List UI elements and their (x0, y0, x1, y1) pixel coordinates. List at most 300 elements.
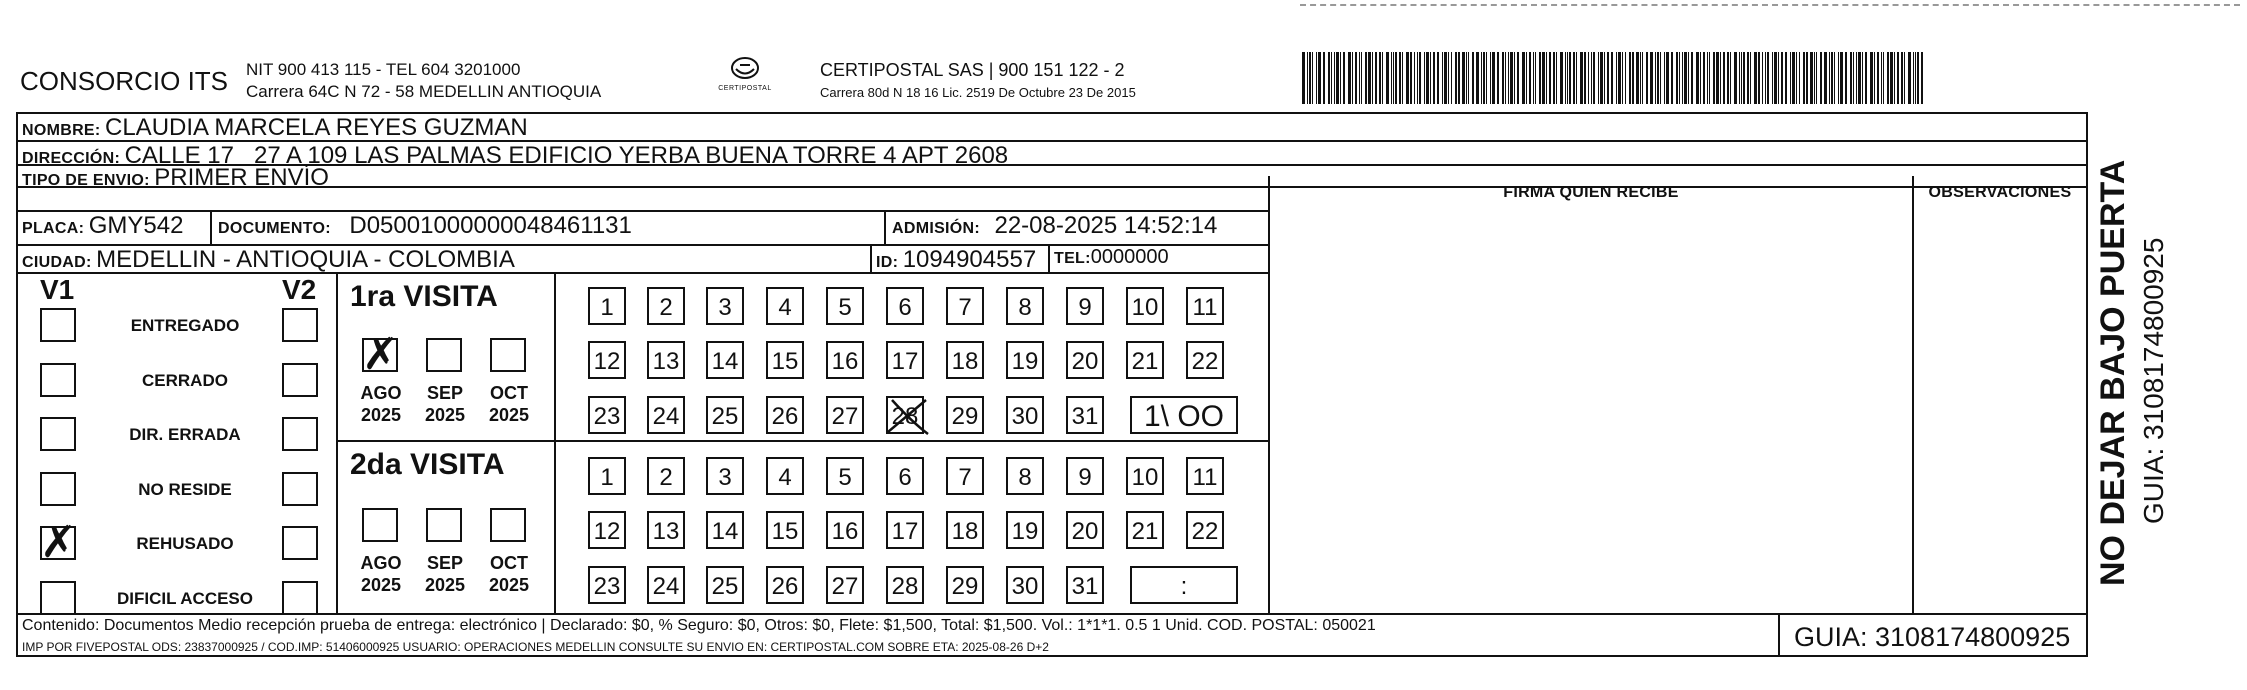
barcode-bar (1492, 52, 1495, 104)
status-v2-checkbox[interactable] (282, 581, 318, 615)
day-box[interactable]: 27 (826, 566, 864, 604)
barcode-bar (1870, 52, 1873, 104)
status-v1-checkbox[interactable] (40, 581, 76, 615)
barcode-bar (1481, 52, 1482, 104)
month-name: OCT (490, 553, 528, 573)
barcode-bar (1716, 52, 1719, 104)
barcode-bar (1754, 52, 1757, 104)
ciudad-value: MEDELLIN - ANTIOQUIA - COLOMBIA (96, 246, 515, 273)
tel-value: 0000000 (1090, 246, 1169, 268)
barcode-bar (1743, 52, 1745, 104)
day-box[interactable]: 11 (1186, 287, 1224, 325)
barcode-bar (1318, 52, 1321, 104)
month-label (480, 552, 538, 596)
barcode-bar (1316, 52, 1317, 104)
day-box[interactable]: 27 (826, 396, 864, 434)
barcode-bar (1560, 52, 1563, 104)
month-checkbox[interactable] (426, 508, 462, 542)
tipo-label: TIPO DE ENVIO: (22, 172, 150, 189)
day-box[interactable]: 23 (588, 566, 626, 604)
barcode-bar (1569, 52, 1571, 104)
month-label (416, 552, 474, 596)
barcode-bar (1897, 52, 1899, 104)
day-box[interactable]: 14 (706, 511, 744, 549)
barcode-bar (1908, 52, 1911, 104)
status-label: CERRADO (142, 371, 228, 390)
col-line (336, 272, 338, 613)
barcode-bar (1535, 52, 1536, 104)
barcode-bar (1410, 52, 1412, 104)
barcode-bar (1767, 52, 1769, 104)
barcode-bar (1576, 52, 1577, 104)
month-name: SEP (426, 553, 464, 573)
day-box[interactable]: 30 (1006, 566, 1044, 604)
barcode-bar (1490, 52, 1491, 104)
day-box[interactable]: 5 (826, 457, 864, 495)
col-line (554, 272, 556, 613)
scribble-mark-icon (882, 392, 932, 438)
side-guia: GUIA: 3108174800925 (2138, 237, 2169, 524)
footer-contenido: Contenido: Documentos Medio recepción prueba de entrega: electrónico | Declarado: $0, % Seguro: $0, Otros: $0, Flete: $1,500, Total: $1,500. Vol.: 1*1*1. 0.5 1 Unid. COD. POSTAL: 050021 (22, 617, 1376, 634)
barcode-bar (1348, 52, 1351, 104)
day-box[interactable]: 7 (946, 457, 984, 495)
day-box[interactable]: 1 (588, 457, 626, 495)
barcode-bar (1696, 52, 1699, 104)
tel-row (1054, 246, 1169, 269)
barcode-bar (1533, 52, 1534, 104)
barcode-bar (1307, 52, 1308, 104)
barcode-bar (1517, 52, 1519, 104)
barcode-bar (1796, 52, 1797, 104)
carrier-address: Carrera 80d N 18 16 Lic. 2519 De Octubre 23 De 2015 (820, 85, 1136, 100)
barcode-bar (1542, 52, 1545, 104)
barcode-bar (1616, 52, 1617, 104)
day-box[interactable]: 8 (1006, 287, 1044, 325)
barcode-bar (1640, 52, 1641, 104)
barcode (1302, 52, 1934, 104)
day-box[interactable]: 14 (706, 341, 744, 379)
barcode-bar (1723, 52, 1725, 104)
barcode-bar (1402, 52, 1403, 104)
company-address: Carrera 64C N 72 - 58 MEDELLIN ANTIOQUIA (246, 82, 602, 101)
day-box[interactable]: 28 (886, 566, 924, 604)
barcode-bar (1765, 52, 1766, 104)
barcode-bar (1810, 52, 1813, 104)
barcode-bar (1312, 52, 1313, 104)
barcode-bar (1611, 52, 1613, 104)
observaciones-header: OBSERVACIONES (1928, 184, 2072, 201)
day-box[interactable]: 7 (946, 287, 984, 325)
status-v2-checkbox[interactable] (282, 308, 318, 342)
barcode-bar (1553, 52, 1555, 104)
barcode-bar (1707, 52, 1708, 104)
day-box[interactable]: 18 (946, 341, 984, 379)
barcode-bar (1660, 52, 1661, 104)
barcode-bar (1700, 52, 1701, 104)
barcode-bar (1664, 52, 1665, 104)
status-label: DIR. ERRADA (129, 425, 241, 444)
day-box[interactable]: 15 (766, 341, 804, 379)
day-box[interactable]: 17 (886, 341, 924, 379)
barcode-bar (1831, 52, 1833, 104)
company-nit: NIT 900 413 115 - TEL 604 3201000 (246, 60, 521, 79)
barcode-bar (1785, 52, 1787, 104)
barcode-bar (1604, 52, 1605, 104)
day-box[interactable]: 29 (946, 566, 984, 604)
day-box[interactable]: 2 (647, 457, 685, 495)
firma-header: FIRMA QUIEN RECIBE (1503, 184, 1679, 201)
status-v2-checkbox[interactable] (282, 472, 318, 506)
day-box[interactable]: 19 (1006, 511, 1044, 549)
barcode-bar (1874, 52, 1875, 104)
barcode-bar (1894, 52, 1895, 104)
barcode-bar (1529, 52, 1531, 104)
documento-row (218, 212, 632, 240)
barcode-bar (1739, 52, 1740, 104)
barcode-bar (1355, 52, 1357, 104)
day-box[interactable]: 4 (766, 287, 804, 325)
barcode-bar (1437, 52, 1439, 104)
barcode-bar (1840, 52, 1843, 104)
barcode-bar (1901, 52, 1903, 104)
barcode-bar (1600, 52, 1603, 104)
tipo-value: PRIMER ENVÍO (154, 164, 329, 191)
barcode-bar (1340, 52, 1341, 104)
day-box[interactable]: 25 (706, 396, 744, 434)
barcode-bar (1486, 52, 1487, 104)
month-name: AGO (360, 383, 402, 403)
day-box[interactable]: 4 (766, 457, 804, 495)
day-box[interactable]: 5 (826, 287, 864, 325)
barcode-bar (1514, 52, 1515, 104)
direccion-label: DIRECCIÓN: (22, 150, 121, 167)
barcode-bar (1417, 52, 1418, 104)
barcode-bar (1858, 52, 1861, 104)
barcode-bar (1792, 52, 1795, 104)
barcode-bar (1352, 52, 1353, 104)
barcode-bar (1838, 52, 1839, 104)
day-box[interactable]: 10 (1126, 287, 1164, 325)
barcode-bar (1323, 52, 1325, 104)
barcode-bar (1632, 52, 1634, 104)
col-line (870, 244, 872, 272)
barcode-bar (1862, 52, 1863, 104)
barcode-bar (1679, 52, 1680, 104)
barcode-bar (1359, 52, 1360, 104)
barcode-bar (1691, 52, 1693, 104)
barcode-bar (1505, 52, 1506, 104)
barcode-bar (1676, 52, 1678, 104)
day-box[interactable]: 13 (647, 341, 685, 379)
barcode-bar (1497, 52, 1499, 104)
status-label: NO RESIDE (138, 480, 232, 499)
barcode-bar (1790, 52, 1791, 104)
barcode-bar (1881, 52, 1882, 104)
side-warning: NO DEJAR BAJO PUERTA (2094, 159, 2132, 586)
barcode-bar (1820, 52, 1822, 104)
tipo-row (22, 164, 329, 192)
barcode-bar (1781, 52, 1783, 104)
day-box[interactable]: 8 (1006, 457, 1044, 495)
month-label (480, 382, 538, 426)
barcode-bar (1406, 52, 1409, 104)
month-label (352, 552, 410, 596)
month-year: 2025 (360, 405, 402, 425)
logo-text: CERTIPOSTAL (718, 85, 772, 92)
barcode-bar (1556, 52, 1557, 104)
barcode-bar (1451, 52, 1452, 104)
day-box[interactable]: 22 (1186, 511, 1224, 549)
barcode-bar (1588, 52, 1589, 104)
barcode-bar (1591, 52, 1592, 104)
row-line (336, 440, 1270, 442)
status-v2-checkbox[interactable] (282, 363, 318, 397)
footer-imp: IMP POR FIVEPOSTAL ODS: 23837000925 / COD.IMP: 51406000925 USUARIO: OPERACIONES MEDELLIN CONSULTE SU ENVIO EN: CERTIPOSTAL.COM SOBRE ETA: 2025-08-26 D+2 (22, 640, 1049, 654)
month-checkbox[interactable] (490, 338, 526, 372)
barcode-bar (1395, 52, 1397, 104)
barcode-bar (1845, 52, 1847, 104)
day-box[interactable]: 3 (706, 457, 744, 495)
day-box[interactable]: 3 (706, 287, 744, 325)
status-label: REHUSADO (136, 534, 234, 553)
check-mark-icon: ✗ (40, 517, 77, 568)
month-checkbox[interactable] (426, 338, 462, 372)
barcode-bar (1799, 52, 1800, 104)
day-box[interactable]: 19 (1006, 341, 1044, 379)
day-box[interactable]: 11 (1186, 457, 1224, 495)
barcode-bar (1426, 52, 1429, 104)
barcode-bar (1865, 52, 1867, 104)
day-box[interactable]: 20 (1066, 341, 1104, 379)
day-box[interactable]: 6 (886, 457, 924, 495)
barcode-bar (1904, 52, 1905, 104)
direccion-value: CALLE 17 27 A 109 LAS PALMAS EDIFICIO YERBA BUENA TORRE 4 APT 2608 (124, 142, 1009, 169)
barcode-bar (1829, 52, 1830, 104)
barcode-bar (1444, 52, 1447, 104)
nombre-row (22, 114, 528, 142)
carrier-name: CERTIPOSTAL SAS | 900 151 122 - 2 (820, 60, 1125, 80)
barcode-bar (1758, 52, 1760, 104)
barcode-bar (1688, 52, 1689, 104)
day-box[interactable]: 12 (588, 511, 626, 549)
barcode-bar (1361, 52, 1362, 104)
day-box[interactable]: 18 (946, 511, 984, 549)
month-year: 2025 (424, 575, 466, 595)
day-box[interactable]: 12 (588, 341, 626, 379)
month-checkbox[interactable] (490, 508, 526, 542)
day-box[interactable]: 21 (1126, 511, 1164, 549)
barcode-bar (1642, 52, 1643, 104)
barcode-bar (1510, 52, 1513, 104)
col-line (1912, 176, 1914, 615)
barcode-bar (1915, 52, 1916, 104)
barcode-bar (1424, 52, 1425, 104)
day-box[interactable]: 26 (766, 396, 804, 434)
day-box[interactable]: 17 (886, 511, 924, 549)
barcode-bar (1772, 52, 1773, 104)
status-v1-checkbox[interactable] (40, 417, 76, 451)
day-box[interactable]: 6 (886, 287, 924, 325)
month-year: 2025 (360, 575, 402, 595)
month-year: 2025 (424, 405, 466, 425)
nombre-label: NOMBRE: (22, 122, 101, 139)
month-year: 2025 (488, 575, 530, 595)
second-visit-title: 2da VISITA (350, 448, 505, 481)
barcode-bar (1657, 52, 1659, 104)
time-placeholder: : (1180, 573, 1188, 600)
ciudad-label: CIUDAD: (22, 254, 92, 271)
day-box[interactable]: 24 (647, 396, 685, 434)
status-label: DIFICIL ACCESO (116, 589, 253, 608)
barcode-bar (1573, 52, 1575, 104)
barcode-bar (1391, 52, 1392, 104)
barcode-bar (1850, 52, 1852, 104)
barcode-bar (1334, 52, 1335, 104)
day-box[interactable]: 10 (1126, 457, 1164, 495)
time-box[interactable] (1130, 566, 1238, 604)
barcode-bar (1375, 52, 1377, 104)
day-box[interactable]: 22 (1186, 341, 1224, 379)
day-box[interactable]: 28 (886, 396, 924, 434)
barcode-bar (1607, 52, 1609, 104)
barcode-bar (1917, 52, 1919, 104)
barcode-bar (1734, 52, 1737, 104)
barcode-bar (1565, 52, 1566, 104)
barcode-bar (1466, 52, 1467, 104)
month-year: 2025 (488, 405, 530, 425)
col-line (884, 210, 886, 244)
status-v1-checkbox[interactable] (40, 472, 76, 506)
barcode-bar (1703, 52, 1705, 104)
month-label (352, 382, 410, 426)
day-box[interactable]: 9 (1066, 287, 1104, 325)
barcode-bar (1727, 52, 1729, 104)
barcode-bar (1684, 52, 1687, 104)
col-line (210, 210, 212, 244)
barcode-bar (1655, 52, 1656, 104)
barcode-bar (1476, 52, 1479, 104)
certipostal-logo (700, 56, 790, 100)
barcode-bar (1309, 52, 1311, 104)
barcode-bar (1887, 52, 1889, 104)
barcode-bar (1455, 52, 1457, 104)
barcode-bar (1682, 52, 1683, 104)
admision-row (892, 212, 1217, 240)
barcode-bar (1539, 52, 1541, 104)
company-name: CONSORCIO ITS (20, 66, 229, 96)
barcode-bar (1526, 52, 1527, 104)
month-name: AGO (360, 553, 402, 573)
barcode-bar (1883, 52, 1884, 104)
id-label: ID: (876, 254, 899, 271)
col-line (1268, 176, 1270, 615)
barcode-bar (1636, 52, 1639, 104)
barcode-bar (1567, 52, 1568, 104)
col-line (1778, 613, 1780, 657)
day-box[interactable]: 29 (946, 396, 984, 434)
barcode-bar (1856, 52, 1857, 104)
barcode-bar (1382, 52, 1383, 104)
barcode-bar (1472, 52, 1474, 104)
day-box[interactable]: 15 (766, 511, 804, 549)
placa-value: GMY542 (88, 212, 184, 239)
status-label: ENTREGADO (130, 316, 240, 335)
barcode-bar (1730, 52, 1731, 104)
month-name: SEP (426, 383, 464, 403)
barcode-bar (1468, 52, 1469, 104)
day-box[interactable]: 16 (826, 341, 864, 379)
barcode-bar (1419, 52, 1421, 104)
col-line (1048, 244, 1050, 272)
v2-header: V2 (282, 274, 317, 305)
id-row (876, 246, 1036, 274)
barcode-bar (1598, 52, 1599, 104)
day-box[interactable]: 9 (1066, 457, 1104, 495)
barcode-bar (1803, 52, 1805, 104)
day-box[interactable]: 25 (706, 566, 744, 604)
barcode-bar (1522, 52, 1525, 104)
status-v1-checkbox[interactable] (40, 308, 76, 342)
day-box[interactable]: 31 (1066, 566, 1104, 604)
barcode-bar (1709, 52, 1710, 104)
barcode-bar (1546, 52, 1547, 104)
month-checkbox[interactable] (362, 508, 398, 542)
time-box[interactable] (1130, 396, 1238, 434)
day-box[interactable]: 20 (1066, 511, 1104, 549)
barcode-bar (1549, 52, 1551, 104)
status-v2-checkbox[interactable] (282, 417, 318, 451)
barcode-bar (1646, 52, 1648, 104)
barcode-bar (1741, 52, 1742, 104)
barcode-bar (1622, 52, 1623, 104)
barcode-bar (1462, 52, 1465, 104)
barcode-bar (1816, 52, 1817, 104)
barcode-bar (1365, 52, 1367, 104)
day-box[interactable]: 26 (766, 566, 804, 604)
barcode-bar (1762, 52, 1763, 104)
barcode-bar (1625, 52, 1626, 104)
day-box[interactable]: 31 (1066, 396, 1104, 434)
barcode-bar (1650, 52, 1653, 104)
day-box[interactable]: 1 (588, 287, 626, 325)
day-box[interactable]: 2 (647, 287, 685, 325)
month-label (416, 382, 474, 426)
barcode-bar (1448, 52, 1449, 104)
barcode-bar (1343, 52, 1345, 104)
status-v2-checkbox[interactable] (282, 526, 318, 560)
v1-header: V1 (40, 274, 75, 305)
barcode-bar (1458, 52, 1460, 104)
day-box[interactable]: 21 (1126, 341, 1164, 379)
barcode-bar (1713, 52, 1715, 104)
day-box[interactable]: 30 (1006, 396, 1044, 434)
barcode-bar (1386, 52, 1389, 104)
day-box[interactable]: 13 (647, 511, 685, 549)
documento-label: DOCUMENTO: (218, 220, 331, 237)
day-box[interactable]: 16 (826, 511, 864, 549)
barcode-bar (1778, 52, 1779, 104)
barcode-bar (1430, 52, 1431, 104)
barcode-bar (1806, 52, 1808, 104)
barcode-bar (1750, 52, 1751, 104)
barcode-bar (1913, 52, 1914, 104)
status-v1-checkbox[interactable] (40, 363, 76, 397)
barcode-bar (1720, 52, 1721, 104)
day-box[interactable]: 24 (647, 566, 685, 604)
day-box[interactable]: 23 (588, 396, 626, 434)
barcode-bar (1671, 52, 1673, 104)
barcode-bar (1508, 52, 1509, 104)
